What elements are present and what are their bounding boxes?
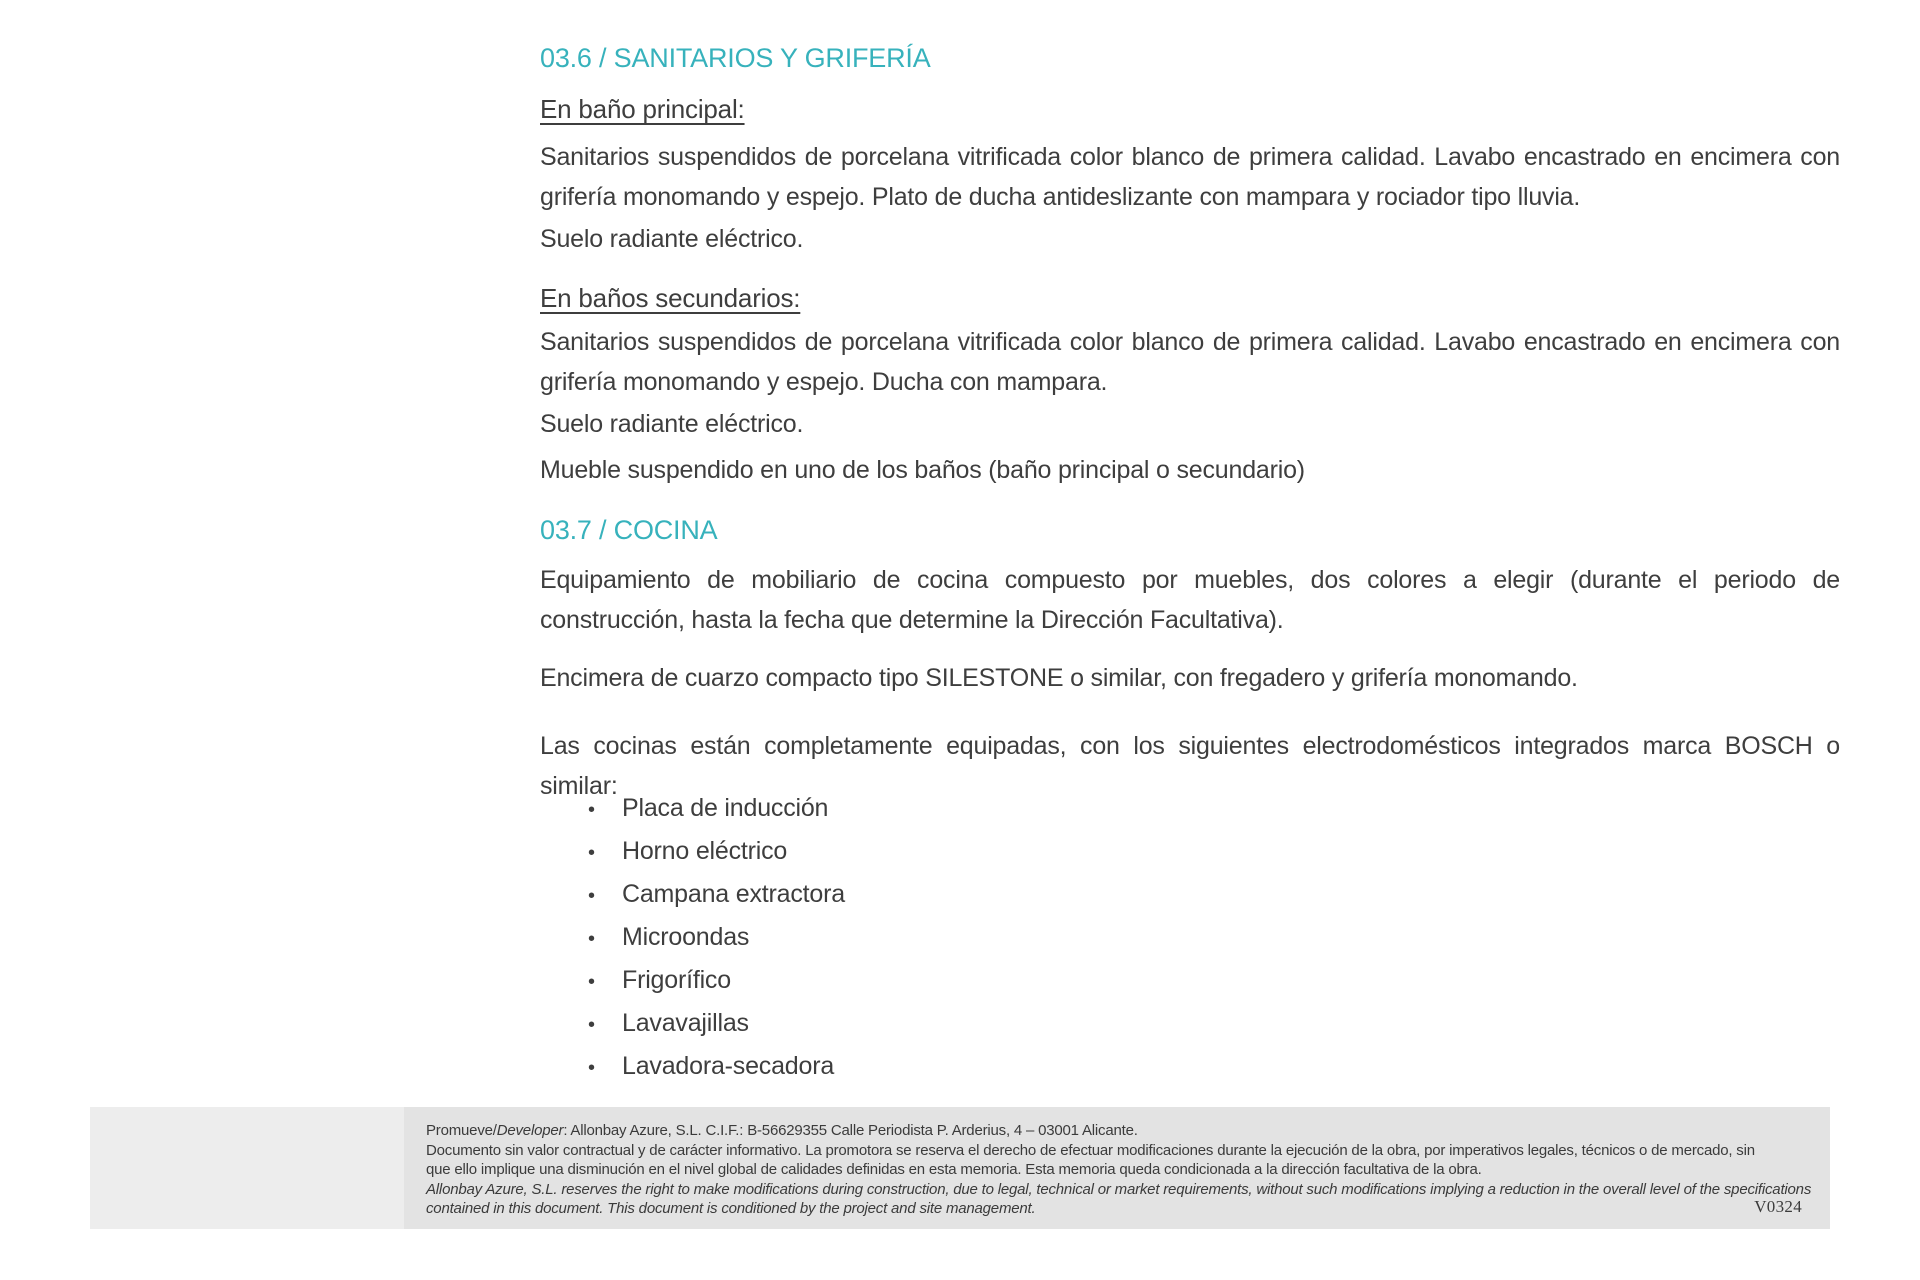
- footer-line-disclaimer-en-2: contained in this document. This document is conditioned by the project and site management.: [426, 1200, 1036, 1217]
- paragraph-equipamiento-cocina: Equipamiento de mobiliario de cocina compuesto por muebles, dos colores a elegir (durante el periodo de construcción, hasta la fecha que determine la Dirección Facultativa).: [540, 566, 1840, 634]
- list-item: [588, 874, 1840, 917]
- list-item-label: Horno eléctrico: [622, 837, 788, 865]
- paragraph-electrodomesticos: Las cocinas están completamente equipadas, con los siguientes electrodomésticos integrados marca BOSCH o similar:: [540, 732, 1840, 800]
- bullet-icon: •: [588, 885, 595, 907]
- paragraph-encimera: Encimera de cuarzo compacto tipo SILESTONE o similar, con fregadero y grifería monomando.: [540, 664, 1578, 692]
- footer-line-disclaimer-es-2: que ello implique una disminución en el nivel global de calidades definidas en esta memoria. Esta memoria queda condicionada a la dirección facultativa de la obra.: [426, 1161, 1482, 1178]
- document-body: [540, 42, 1840, 1089]
- section-heading-03-6: 03.6 / SANITARIOS Y GRIFERÍA: [540, 43, 931, 73]
- list-item: [588, 788, 1840, 831]
- subheading-banos-secundarios: En baños secundarios:: [540, 283, 801, 313]
- list-item-label: Lavadora-secadora: [622, 1052, 835, 1080]
- list-item-label: Placa de inducción: [622, 794, 829, 822]
- bullet-icon: •: [588, 842, 595, 864]
- footer-developer-word: Developer: [496, 1122, 564, 1139]
- list-item: [588, 1046, 1840, 1089]
- list-item-label: Frigorífico: [622, 966, 731, 994]
- footer-line-disclaimer-es-1: Documento sin valor contractual y de carácter informativo. La promotora se reserva el derecho de efectuar modificaciones durante la ejecución de la obra, por imperativos legales, técnicos o de mercado, sin: [426, 1141, 1755, 1159]
- section-heading-03-7: 03.7 / COCINA: [540, 515, 718, 545]
- bullet-icon: •: [588, 1014, 595, 1036]
- bullet-icon: •: [588, 799, 595, 821]
- appliances-list: [540, 788, 1840, 1089]
- version-code: V0324: [1754, 1197, 1802, 1216]
- footer-promueve-rest: : Allonbay Azure, S.L. C.I.F.: B-56629355 Calle Periodista P. Arderius, 4 – 03001 Alicante.: [563, 1122, 1138, 1139]
- paragraph-suelo-radiante-2: Suelo radiante eléctrico.: [540, 410, 804, 438]
- bullet-icon: •: [588, 971, 595, 993]
- subheading-bano-principal: En baño principal:: [540, 94, 745, 124]
- list-item: [588, 917, 1840, 960]
- footer-line-disclaimer-en-1: Allonbay Azure, S.L. reserves the right to make modifications during construction, due to legal, technical or market requirements, without such modifications implying a reduction in the overall level of the specifications: [426, 1180, 1812, 1198]
- footer-promueve-prefix: Promueve/: [426, 1122, 497, 1139]
- list-item-label: Campana extractora: [622, 880, 845, 908]
- paragraph-sanitarios-principal: Sanitarios suspendidos de porcelana vitrificada color blanco de primera calidad. Lavabo encastrado en encimera con grifería monomando y espejo. Plato de ducha antideslizante con mampara y rociador tipo lluvia.: [540, 143, 1840, 211]
- list-item: [588, 831, 1840, 874]
- bullet-icon: •: [588, 928, 595, 950]
- list-item: [588, 960, 1840, 1003]
- paragraph-suelo-radiante-1: Suelo radiante eléctrico.: [540, 225, 804, 253]
- list-item-label: Microondas: [622, 923, 750, 951]
- paragraph-mueble-suspendido: Mueble suspendido en uno de los baños (baño principal o secundario): [540, 456, 1305, 484]
- legal-footer-text-panel: [404, 1107, 1830, 1229]
- list-item: [588, 1003, 1840, 1046]
- list-item-label: Lavavajillas: [622, 1009, 749, 1037]
- footer-line-promueve: [426, 1121, 1830, 1141]
- legal-footer: [90, 1107, 1830, 1229]
- paragraph-sanitarios-secundarios: Sanitarios suspendidos de porcelana vitrificada color blanco de primera calidad. Lavabo encastrado en encimera con grifería monomando y espejo. Ducha con mampara.: [540, 328, 1840, 396]
- bullet-icon: •: [588, 1057, 595, 1079]
